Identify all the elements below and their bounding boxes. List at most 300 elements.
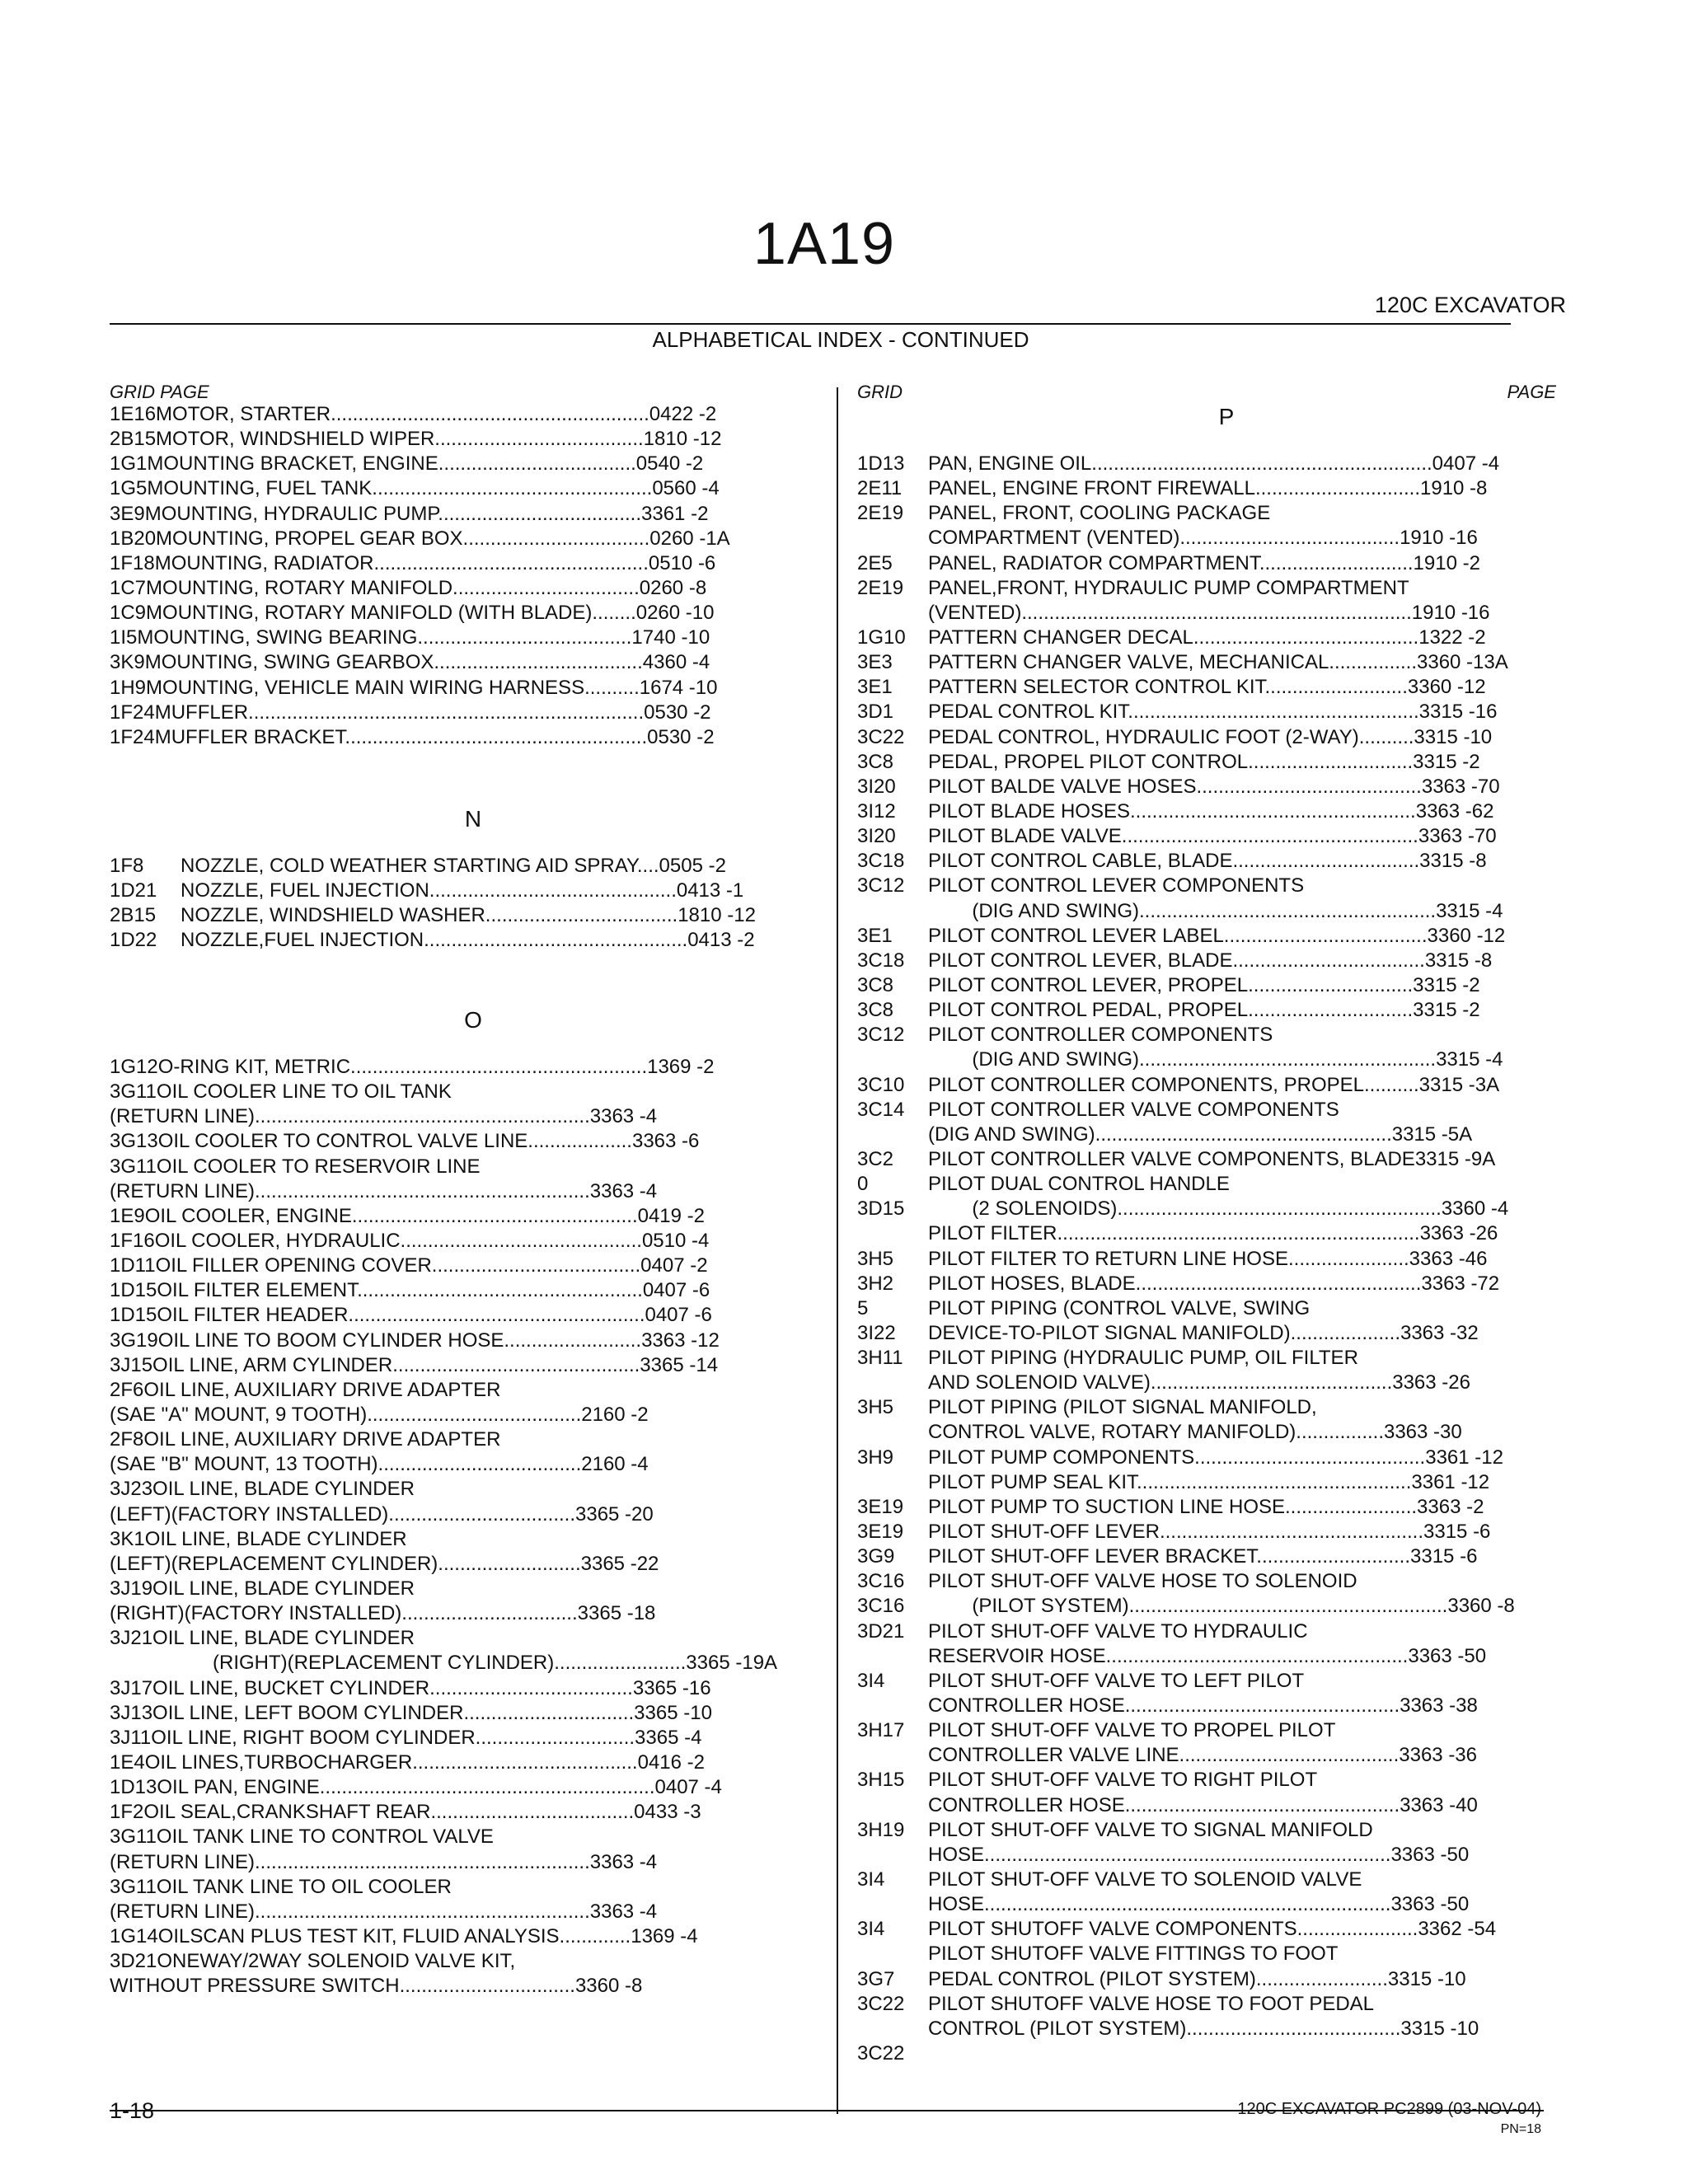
index-entry <box>110 1452 777 1477</box>
entry-text: 3J19OIL LINE, BLADE CYLINDER <box>110 1577 415 1600</box>
entry-text: CONTROL VALVE, ROTARY MANIFOLD)................3363 -30 <box>928 1421 1462 1444</box>
entry-text: PILOT FILTER TO RETURN LINE HOSE......................3363 -46 <box>928 1247 1488 1270</box>
grid-ref: 3I12 <box>857 799 896 823</box>
grid-ref: 3C16 <box>857 1570 905 1593</box>
grid-ref: 2E19 <box>857 502 904 525</box>
grid-ref: 2E5 <box>857 551 893 574</box>
entry-text: PANEL, RADIATOR COMPARTMENT............................1910 -2 <box>928 551 1480 574</box>
entry-text: DEVICE-TO-PILOT SIGNAL MANIFOLD)....................3363 -32 <box>928 1321 1479 1344</box>
entry-text: (LEFT)(FACTORY INSTALLED)..................................3365 -20 <box>110 1502 654 1526</box>
entry-text: 3E9MOUNTING, HYDRAULIC PUMP.....................................3361 -2 <box>110 502 709 525</box>
grid-ref: 3E19 <box>857 1521 904 1544</box>
grid-ref: 3G9 <box>857 1545 895 1568</box>
entry-text: PILOT PIPING (PILOT SIGNAL MANIFOLD, <box>928 1396 1317 1419</box>
index-entry <box>857 1420 1515 1445</box>
entry-text: PEDAL CONTROL, HYDRAULIC FOOT (2-WAY)..........3315 -10 <box>928 725 1493 748</box>
entry-text: PILOT SHUT-OFF VALVE HOSE TO SOLENOID <box>928 1570 1357 1593</box>
entry-text: (RETURN LINE).............................................................3363 -4 <box>110 1179 658 1202</box>
index-entry <box>857 700 1515 724</box>
entry-text: PILOT CONTROLLER VALVE COMPONENTS, BLADE3315 -9A <box>928 1147 1496 1170</box>
grid-ref: 2E11 <box>857 477 903 500</box>
entry-text: PILOT SHUT-OFF VALVE TO RIGHT PILOT <box>928 1769 1318 1792</box>
entry-text: (SAE "B" MOUNT, 13 TOOTH).....................................2160 -4 <box>110 1453 649 1476</box>
section-letter-p: P <box>1218 404 1235 429</box>
entry-text: 1G12O-RING KIT, METRIC......................................................1369 -2 <box>110 1056 715 1078</box>
index-entry <box>857 1743 1515 1768</box>
entry-text: 1E4OIL LINES,TURBOCHARGER.........................................0416 -2 <box>110 1750 705 1774</box>
index-entry <box>110 1726 777 1750</box>
entry-text: PILOT CONTROL LEVER, BLADE...................................3315 -8 <box>928 949 1493 972</box>
index-entry <box>110 854 756 879</box>
entry-text: 3J15OIL LINE, ARM CYLINDER.............................................3365 -14 <box>110 1353 719 1376</box>
grid-ref: 3C14 <box>857 1098 905 1121</box>
column-divider <box>837 387 838 2114</box>
index-entry <box>110 1477 777 1502</box>
entry-text: 3J13OIL LINE, LEFT BOOM CYLINDER...............................3365 -10 <box>110 1701 712 1724</box>
entry-text: NOZZLE, WINDSHIELD WASHER...................................1810 -12 <box>181 904 756 927</box>
entry-text: PILOT FILTER..................................................................3363 -26 <box>928 1222 1498 1245</box>
grid-ref: 3C22 <box>857 2042 905 2064</box>
index-entry <box>857 1122 1515 1147</box>
entry-text: 1H9MOUNTING, VEHICLE MAIN WIRING HARNESS..........1674 -10 <box>110 676 718 699</box>
index-entry <box>857 452 1515 476</box>
grid-ref: 3G7 <box>857 1967 895 1990</box>
index-entry <box>857 626 1515 650</box>
entry-text: PILOT HOSES, BLADE....................................................3363 -72 <box>928 1272 1500 1295</box>
entry-text: PILOT PUMP TO SUCTION LINE HOSE........................3363 -2 <box>928 1495 1484 1518</box>
index-entry <box>857 775 1515 799</box>
index-entry <box>110 676 730 701</box>
grid-ref: 3H5 <box>857 1396 894 1419</box>
entry-text: PILOT BALDE VALVE HOSES.........................................3363 -70 <box>928 775 1500 798</box>
grid-ref: 5 <box>857 1296 869 1319</box>
top-rule <box>110 323 1511 325</box>
index-entry <box>857 1520 1515 1544</box>
index-entry <box>110 1750 777 1775</box>
entry-text: CONTROLLER HOSE..................................................3363 -38 <box>928 1694 1478 1718</box>
index-entry <box>857 501 1515 526</box>
index-entry <box>110 1601 777 1626</box>
entry-text: (RIGHT)(FACTORY INSTALLED)................................3365 -18 <box>110 1602 656 1625</box>
entry-text: PILOT PUMP SEAL KIT..................................................3361 -12 <box>928 1470 1490 1493</box>
grid-ref: 1G10 <box>857 626 906 649</box>
index-entry <box>857 924 1515 949</box>
entry-text: 1C9MOUNTING, ROTARY MANIFOLD (WITH BLADE)........0260 -10 <box>110 602 715 625</box>
entry-text: 2B15MOTOR, WINDSHIELD WIPER......................................1810 -12 <box>110 428 722 451</box>
index-entry <box>857 1073 1515 1098</box>
entry-text: RESERVOIR HOSE.......................................................3363 -50 <box>928 1644 1487 1667</box>
grid-ref: 3D1 <box>857 701 894 724</box>
index-entry <box>110 1552 777 1577</box>
entry-text: (PILOT SYSTEM)..........................................................3360 -8 <box>928 1595 1515 1618</box>
grid-ref: 1D13 <box>857 452 905 475</box>
grid-ref: 3C8 <box>857 750 894 773</box>
entry-text: 1G14OILSCAN PLUS TEST KIT, FLUID ANALYSIS.............1369 -4 <box>110 1924 698 1947</box>
index-entry <box>110 1104 777 1129</box>
index-entry <box>110 1850 777 1875</box>
index-entry <box>110 1527 777 1552</box>
entry-text: 3D21ONEWAY/2WAY SOLENOID VALVE KIT, <box>110 1950 516 1973</box>
index-entry <box>857 2041 1515 2066</box>
grid-ref: 3C12 <box>857 874 905 898</box>
index-entry <box>110 1403 777 1427</box>
entry-text: 3G11OIL TANK LINE TO OIL COOLER <box>110 1875 452 1898</box>
grid-ref: 2E19 <box>857 576 904 599</box>
grid-ref: 3C8 <box>857 999 894 1022</box>
index-entry <box>857 1321 1515 1346</box>
index-entry <box>857 824 1515 849</box>
pn-label: PN=18 <box>1500 2122 1541 2136</box>
index-entry <box>110 1155 777 1179</box>
index-entry <box>110 1775 777 1800</box>
index-entry <box>857 949 1515 973</box>
index-entry <box>110 725 730 750</box>
entry-text: PILOT SHUTOFF VALVE FITTINGS TO FOOT <box>928 1943 1339 1966</box>
index-entry <box>110 626 730 650</box>
grid-ref: 3C18 <box>857 850 905 873</box>
index-entry <box>110 1502 777 1527</box>
grid-ref: 3I4 <box>857 1918 885 1941</box>
entry-text: PAN, ENGINE OIL..............................................................0407 -4 <box>928 452 1500 475</box>
index-entry <box>110 903 756 928</box>
index-entry <box>110 1329 777 1353</box>
entry-text: 1F24MUFFLER BRACKET.......................................................0530 -2 <box>110 725 715 748</box>
page-number: 1-18 <box>110 2098 155 2123</box>
entry-text: WITHOUT PRESSURE SWITCH................................3360 -8 <box>110 1975 643 1998</box>
index-entry <box>857 1768 1515 1793</box>
entry-text: COMPARTMENT (VENTED)........................................1910 -16 <box>928 527 1478 550</box>
entry-text: 3G11OIL COOLER LINE TO OIL TANK <box>110 1080 452 1104</box>
entry-text: (LEFT)(REPLACEMENT CYLINDER)..........................3365 -22 <box>110 1552 659 1575</box>
index-entry <box>857 1917 1515 1942</box>
grid-ref: 3H5 <box>857 1247 894 1270</box>
entry-text: PILOT PIPING (HYDRAULIC PUMP, OIL FILTER <box>928 1347 1358 1370</box>
entry-text: PILOT BLADE VALVE......................................................3363 -70 <box>928 825 1497 848</box>
entry-text: (DIG AND SWING)......................................................3315 -5A <box>928 1122 1473 1146</box>
index-entry <box>857 576 1515 601</box>
entry-text: PILOT BLADE HOSES....................................................3363 -62 <box>928 799 1494 823</box>
entry-text: PATTERN CHANGER DECAL.........................................1322 -2 <box>928 626 1486 649</box>
right-grid-heading: GRID <box>857 382 903 402</box>
index-entry <box>857 650 1515 675</box>
index-entry <box>110 402 730 427</box>
entry-text: 1G1MOUNTING BRACKET, ENGINE....................................0540 -2 <box>110 452 704 476</box>
entry-text: CONTROLLER HOSE..................................................3363 -40 <box>928 1793 1478 1816</box>
document-code: 120C EXCAVATOR PC2899 (03-NOV-04) <box>1237 2100 1541 2118</box>
entry-text: 1D15OIL FILTER HEADER......................................................0407 -6 <box>110 1304 712 1327</box>
entry-text: 1G5MOUNTING, FUEL TANK...................................................0560 -4 <box>110 477 720 500</box>
entry-text: 3G13OIL COOLER TO CONTROL VALVE LINE...................3363 -6 <box>110 1130 700 1153</box>
entry-text: NOZZLE,FUEL INJECTION................................................0413 -2 <box>181 929 755 952</box>
entry-text: PILOT CONTROL LEVER COMPONENTS <box>928 874 1305 898</box>
index-entry <box>110 1278 777 1303</box>
entry-text: PILOT DUAL CONTROL HANDLE <box>928 1173 1230 1196</box>
entry-text: PEDAL, PROPEL PILOT CONTROL..............................3315 -2 <box>928 750 1480 773</box>
grid-ref: 3C22 <box>857 1992 905 2015</box>
right-page-heading: PAGE <box>1507 382 1556 402</box>
index-entry <box>857 1247 1515 1272</box>
index-entry <box>110 1924 777 1949</box>
entry-text: (VENTED).......................................................................1910 -16 <box>928 601 1490 624</box>
grid-ref: 3E1 <box>857 924 893 947</box>
index-entry <box>110 1626 777 1651</box>
entry-text: PILOT CONTROL CABLE, BLADE..................................3315 -8 <box>928 850 1487 873</box>
grid-ref: 3C12 <box>857 1024 905 1047</box>
index-entry <box>110 1974 777 1999</box>
entry-text: HOSE..........................................................................3363 -50 <box>928 1893 1470 1916</box>
index-entry <box>857 750 1515 775</box>
entry-text: PILOT CONTROL PEDAL, PROPEL..............................3315 -2 <box>928 999 1480 1022</box>
index-list-o <box>110 1055 777 1999</box>
index-list-p <box>857 452 1515 2066</box>
index-entry <box>110 1651 777 1675</box>
entry-text: PANEL,FRONT, HYDRAULIC PUMP COMPARTMENT <box>928 576 1409 599</box>
entry-text: (RETURN LINE).............................................................3363 -4 <box>110 1850 658 1873</box>
index-entry <box>857 601 1515 626</box>
entry-text: 2F8OIL LINE, AUXILIARY DRIVE ADAPTER <box>110 1428 501 1451</box>
entry-text: PILOT CONTROLLER COMPONENTS, PROPEL..........3315 -3A <box>928 1073 1500 1096</box>
index-entry <box>857 1446 1515 1470</box>
grid-ref: 3E19 <box>857 1495 904 1518</box>
index-entry <box>857 849 1515 874</box>
entry-text: NOZZLE, FUEL INJECTION.............................................0413 -1 <box>181 879 744 902</box>
entry-text: PILOT SHUT-OFF VALVE TO SOLENOID VALVE <box>928 1868 1362 1891</box>
entry-text: (RETURN LINE).............................................................3363 -4 <box>110 1105 658 1128</box>
entry-text: PILOT CONTROL LEVER, PROPEL..............................3315 -2 <box>928 973 1480 996</box>
index-entry <box>857 1793 1515 1818</box>
index-entry <box>110 1900 777 1924</box>
index-entry <box>857 1371 1515 1395</box>
index-entry <box>857 1470 1515 1495</box>
entry-text: PILOT SHUT-OFF LEVER BRACKET............................3315 -6 <box>928 1545 1478 1568</box>
index-entry <box>110 1055 777 1080</box>
index-entry <box>857 1047 1515 1072</box>
entry-text: PEDAL CONTROL (PILOT SYSTEM)........................3315 -10 <box>928 1967 1466 1990</box>
entry-text: 1I5MOUNTING, SWING BEARING.......................................1740 -10 <box>110 626 710 649</box>
index-entry <box>110 502 730 527</box>
index-entry <box>857 1718 1515 1743</box>
entry-text: PILOT SHUT-OFF LEVER................................................3315 -6 <box>928 1521 1491 1544</box>
entry-text: 1D13OIL PAN, ENGINE.............................................................0407 -4 <box>110 1776 722 1799</box>
entry-text: 3J17OIL LINE, BUCKET CYLINDER.....................................3365 -16 <box>110 1676 711 1699</box>
entry-text: NOZZLE, COLD WEATHER STARTING AID SPRAY....0505 -2 <box>181 855 726 877</box>
grid-ref: 3D15 <box>857 1197 905 1221</box>
index-entry <box>857 1892 1515 1917</box>
entry-text: 3J23OIL LINE, BLADE CYLINDER <box>110 1478 415 1501</box>
index-entry <box>857 1644 1515 1669</box>
index-entry <box>857 1197 1515 1221</box>
index-entry <box>110 1701 777 1726</box>
grid-ref: 3D21 <box>857 1619 905 1643</box>
index-entry <box>857 998 1515 1023</box>
index-entry <box>110 1080 777 1104</box>
index-entry <box>857 1967 1515 1992</box>
entry-text: (RIGHT)(REPLACEMENT CYLINDER)........................3365 -19A <box>213 1652 778 1675</box>
grid-ref: 3C2 <box>857 1147 894 1170</box>
index-entry <box>110 476 730 501</box>
index-entry <box>110 1577 777 1601</box>
grid-ref: 3H17 <box>857 1719 905 1742</box>
entry-text: 3K9MOUNTING, SWING GEARBOX......................................4360 -4 <box>110 651 710 674</box>
grid-ref: 3C22 <box>857 725 905 748</box>
index-list-n <box>110 854 756 954</box>
index-entry <box>110 527 730 551</box>
entry-text: 3J11OIL LINE, RIGHT BOOM CYLINDER.............................3365 -4 <box>110 1726 702 1749</box>
index-entry <box>857 526 1515 551</box>
section-letter-o: O <box>464 1007 482 1033</box>
index-entry <box>857 874 1515 898</box>
index-entry <box>857 675 1515 700</box>
entry-text: PEDAL CONTROL KIT.....................................................3315 -16 <box>928 701 1498 724</box>
grid-ref: 3I20 <box>857 825 896 848</box>
grid-ref: 3H11 <box>857 1347 903 1370</box>
index-entry <box>110 551 730 576</box>
index-entry <box>857 899 1515 924</box>
entry-text: PILOT SHUTOFF VALVE HOSE TO FOOT PEDAL <box>928 1992 1375 2015</box>
index-entry <box>857 1172 1515 1197</box>
grid-ref: 3C10 <box>857 1073 905 1096</box>
grid-ref: 3H9 <box>857 1446 894 1469</box>
index-entry <box>857 1023 1515 1047</box>
entry-text: PILOT SHUT-OFF VALVE TO SIGNAL MANIFOLD <box>928 1818 1373 1841</box>
index-entry <box>110 928 756 953</box>
index-entry <box>110 427 730 452</box>
entry-text: 1E9OIL COOLER, ENGINE....................................................0419 -2 <box>110 1204 706 1227</box>
index-entry <box>857 1346 1515 1371</box>
index-entry <box>857 1669 1515 1694</box>
grid-ref: 3C18 <box>857 949 905 972</box>
index-entry <box>857 1544 1515 1569</box>
grid-ref: 3I20 <box>857 775 896 798</box>
entry-text: 1B20MOUNTING, PROPEL GEAR BOX..................................0260 -1A <box>110 527 730 550</box>
grid-ref: 3E1 <box>857 676 893 699</box>
entry-text: 3G11OIL COOLER TO RESERVOIR LINE <box>110 1155 481 1178</box>
grid-ref: 1F8 <box>110 855 144 877</box>
index-entry <box>110 1353 777 1378</box>
entry-text: 1D11OIL FILLER OPENING COVER......................................0407 -2 <box>110 1254 708 1277</box>
index-entry <box>857 551 1515 576</box>
index-entry <box>857 1147 1515 1172</box>
entry-text: PILOT CONTROLLER VALVE COMPONENTS <box>928 1098 1339 1121</box>
entry-text: PANEL, ENGINE FRONT FIREWALL..............................1910 -8 <box>928 477 1488 500</box>
entry-text: PANEL, FRONT, COOLING PACKAGE <box>928 502 1271 525</box>
grid-ref: 3H19 <box>857 1818 905 1841</box>
index-entry <box>110 1378 777 1403</box>
index-entry <box>857 1992 1515 2017</box>
entry-text: 1E16MOTOR, STARTER..........................................................0422 -2 <box>110 403 717 425</box>
index-entry <box>857 1594 1515 1619</box>
entry-text: AND SOLENOID VALVE)............................................3363 -26 <box>928 1371 1470 1394</box>
index-entry <box>110 576 730 601</box>
index-entry <box>110 1875 777 1900</box>
grid-ref: 3H2 <box>857 1272 894 1295</box>
index-entry <box>857 799 1515 824</box>
entry-text: PILOT PIPING (CONTROL VALVE, SWING <box>928 1296 1311 1319</box>
entry-text: 1C7MOUNTING, ROTARY MANIFOLD..................................0260 -8 <box>110 576 707 599</box>
grid-ref: 3H15 <box>857 1769 905 1792</box>
index-entry <box>110 701 730 725</box>
entry-text: 2F6OIL LINE, AUXILIARY DRIVE ADAPTER <box>110 1378 501 1401</box>
index-heading: ALPHABETICAL INDEX - CONTINUED <box>652 327 1029 352</box>
index-entry <box>110 650 730 675</box>
entry-text: (RETURN LINE).............................................................3363 -4 <box>110 1900 658 1923</box>
entry-text: (DIG AND SWING)......................................................3315 -4 <box>928 1048 1503 1071</box>
entry-text: 1F18MOUNTING, RADIATOR..................................................0510 -6 <box>110 551 716 574</box>
index-list-m <box>110 402 730 750</box>
entry-text: PILOT SHUT-OFF VALVE TO HYDRAULIC <box>928 1619 1308 1643</box>
grid-ref: 0 <box>857 1173 869 1196</box>
entry-text: 3G19OIL LINE TO BOOM CYLINDER HOSE.........................3363 -12 <box>110 1329 720 1352</box>
index-entry <box>110 879 756 903</box>
entry-text: 3J21OIL LINE, BLADE CYLINDER <box>110 1627 415 1650</box>
index-entry <box>857 1818 1515 1843</box>
entry-text: 1D15OIL FILTER ELEMENT....................................................0407 -6 <box>110 1279 710 1302</box>
left-column-heading: GRID PAGE <box>110 382 209 402</box>
entry-text: CONTROLLER VALVE LINE........................................3363 -36 <box>928 1744 1477 1767</box>
grid-ref: 3I4 <box>857 1669 885 1692</box>
section-letter-n: N <box>464 806 482 832</box>
index-entry <box>110 1800 777 1825</box>
grid-ref: 3C16 <box>857 1595 905 1618</box>
index-entry <box>110 452 730 476</box>
entry-text: 3G11OIL TANK LINE TO CONTROL VALVE <box>110 1825 494 1849</box>
grid-ref: 2B15 <box>110 904 157 927</box>
index-entry <box>857 1395 1515 1420</box>
entry-text: (2 SOLENOIDS)...........................................................3360 -4 <box>928 1197 1509 1221</box>
index-entry <box>857 1942 1515 1966</box>
entry-text: 1F2OIL SEAL,CRANKSHAFT REAR.....................................0433 -3 <box>110 1801 701 1824</box>
entry-text: PILOT SHUT-OFF VALVE TO LEFT PILOT <box>928 1669 1305 1692</box>
index-entry <box>110 1129 777 1154</box>
index-entry <box>857 1694 1515 1718</box>
grid-ref: 1D21 <box>110 879 157 902</box>
grid-ref: 3I4 <box>857 1868 885 1891</box>
index-entry <box>857 2017 1515 2041</box>
entry-text: PATTERN SELECTOR CONTROL KIT..........................3360 -12 <box>928 676 1486 699</box>
grid-ref: 3C8 <box>857 973 894 996</box>
entry-text: PATTERN CHANGER VALVE, MECHANICAL................3360 -13A <box>928 651 1508 674</box>
model-name: 120C EXCAVATOR <box>1374 293 1566 317</box>
index-entry <box>857 1843 1515 1868</box>
entry-text: PILOT CONTROL LEVER LABEL.....................................3360 -12 <box>928 924 1506 947</box>
index-entry <box>110 1427 777 1452</box>
index-entry <box>110 1204 777 1229</box>
index-entry <box>110 1179 777 1204</box>
index-entry <box>857 476 1515 501</box>
index-entry <box>857 1619 1515 1644</box>
entry-text: PILOT CONTROLLER COMPONENTS <box>928 1024 1273 1047</box>
index-entry <box>110 1825 777 1849</box>
page-title: 1A19 <box>753 211 896 277</box>
index-entry <box>110 1229 777 1254</box>
entry-text: PILOT PUMP COMPONENTS..........................................3361 -12 <box>928 1446 1503 1469</box>
index-entry <box>857 1495 1515 1520</box>
index-entry <box>110 1303 777 1328</box>
entry-text: 3K1OIL LINE, BLADE CYLINDER <box>110 1527 407 1550</box>
entry-text: PILOT SHUT-OFF VALVE TO PROPEL PILOT <box>928 1719 1336 1742</box>
index-entry <box>110 1254 777 1278</box>
index-entry <box>110 601 730 626</box>
index-entry <box>857 1868 1515 1892</box>
index-entry <box>857 725 1515 750</box>
index-entry <box>857 1098 1515 1122</box>
index-entry <box>857 1296 1515 1321</box>
index-entry <box>857 973 1515 998</box>
entry-text: 1F24MUFFLER........................................................................0530 -2 <box>110 701 711 724</box>
entry-text: CONTROL (PILOT SYSTEM).......................................3315 -10 <box>928 2017 1479 2040</box>
grid-ref: 3E3 <box>857 651 893 674</box>
index-entry <box>857 1569 1515 1594</box>
